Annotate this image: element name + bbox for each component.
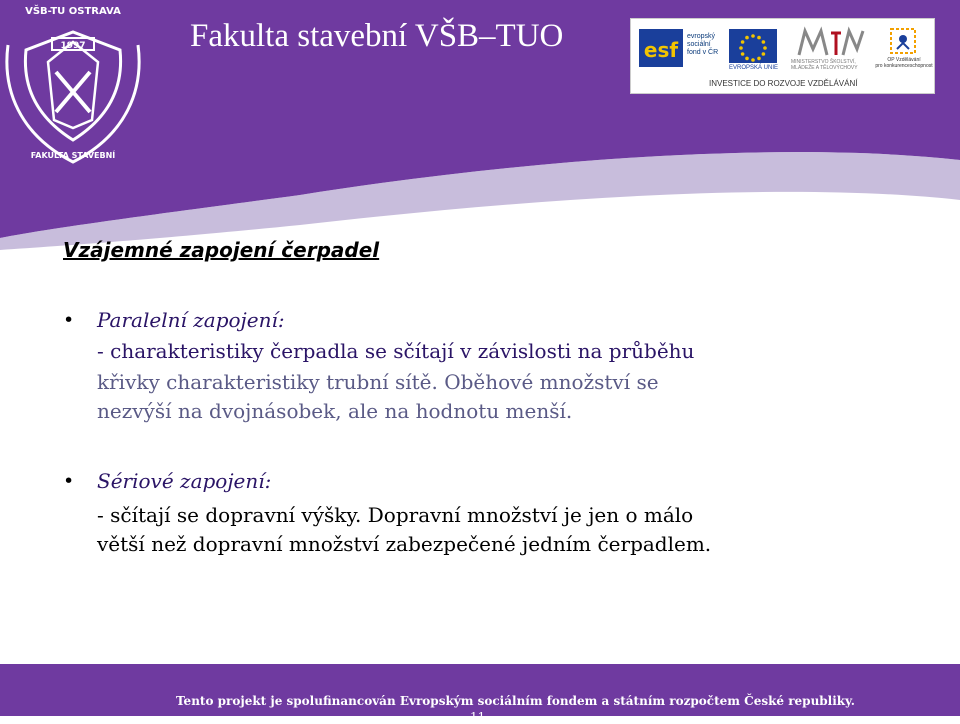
footer-band <box>0 664 960 724</box>
section-line: křivky charakteristiky trubní sítě. Oběhové množství se <box>97 370 659 394</box>
logo-year: 1997 <box>60 41 86 51</box>
svg-text:esf: esf <box>643 38 679 62</box>
section-heading-serial: Sériové zapojení: <box>97 469 272 493</box>
msmt-mark-icon <box>791 25 867 59</box>
eu-flag-icon <box>729 29 777 63</box>
op-text: OP Vzdělávání pro konkurenceschopnost <box>875 57 933 69</box>
eu-flag-block <box>729 29 781 77</box>
section-line: - sčítají se dopravní výšky. Dopravní množství je jen o málo <box>97 503 694 527</box>
esf-logo <box>639 27 729 77</box>
footer-text: Tento projekt je spolufinancován Evropským sociálním fondem a státním rozpočtem České republiky. <box>176 694 855 708</box>
esf-text: evropský sociální fond v ČR <box>687 33 719 56</box>
bullet-icon: • <box>63 470 75 492</box>
section-heading-parallel: Paralelní zapojení: <box>97 308 285 332</box>
esf-mark-icon <box>639 27 685 71</box>
bullet-icon: • <box>63 309 75 331</box>
invest-text: INVESTICE DO ROZVOJE VZDĚLÁVÁNÍ <box>709 79 858 88</box>
slide-title: Vzájemné zapojení čerpadel <box>63 238 380 262</box>
faculty-title: Fakulta stavební VŠB–TUO <box>190 18 564 54</box>
eu-partner-banner <box>630 18 935 94</box>
section-line: - charakteristiky čerpadla se sčítají v závislosti na průběhu <box>97 339 695 363</box>
section-line: nezvýší na dvojnásobek, ale na hodnotu menší. <box>97 399 573 423</box>
logo-text-top: VŠB-TU OSTRAVA <box>25 6 121 17</box>
eu-label: EVROPSKÁ UNIE <box>729 65 779 71</box>
msmt-text: MINISTERSTVO ŠKOLSTVÍ, MLÁDEŽE A TĚLOVÝCHOVY <box>791 59 858 71</box>
op-logo <box>875 27 933 81</box>
page-number: 11 <box>470 710 486 724</box>
op-mark-icon <box>875 27 933 55</box>
faculty-logo <box>0 0 146 170</box>
logo-text-bottom: FAKULTA STAVEBNÍ <box>30 151 116 160</box>
section-line: větší než dopravní množství zabezpečené jedním čerpadlem. <box>97 532 712 556</box>
msmt-logo <box>791 25 867 79</box>
header-band <box>0 0 960 250</box>
